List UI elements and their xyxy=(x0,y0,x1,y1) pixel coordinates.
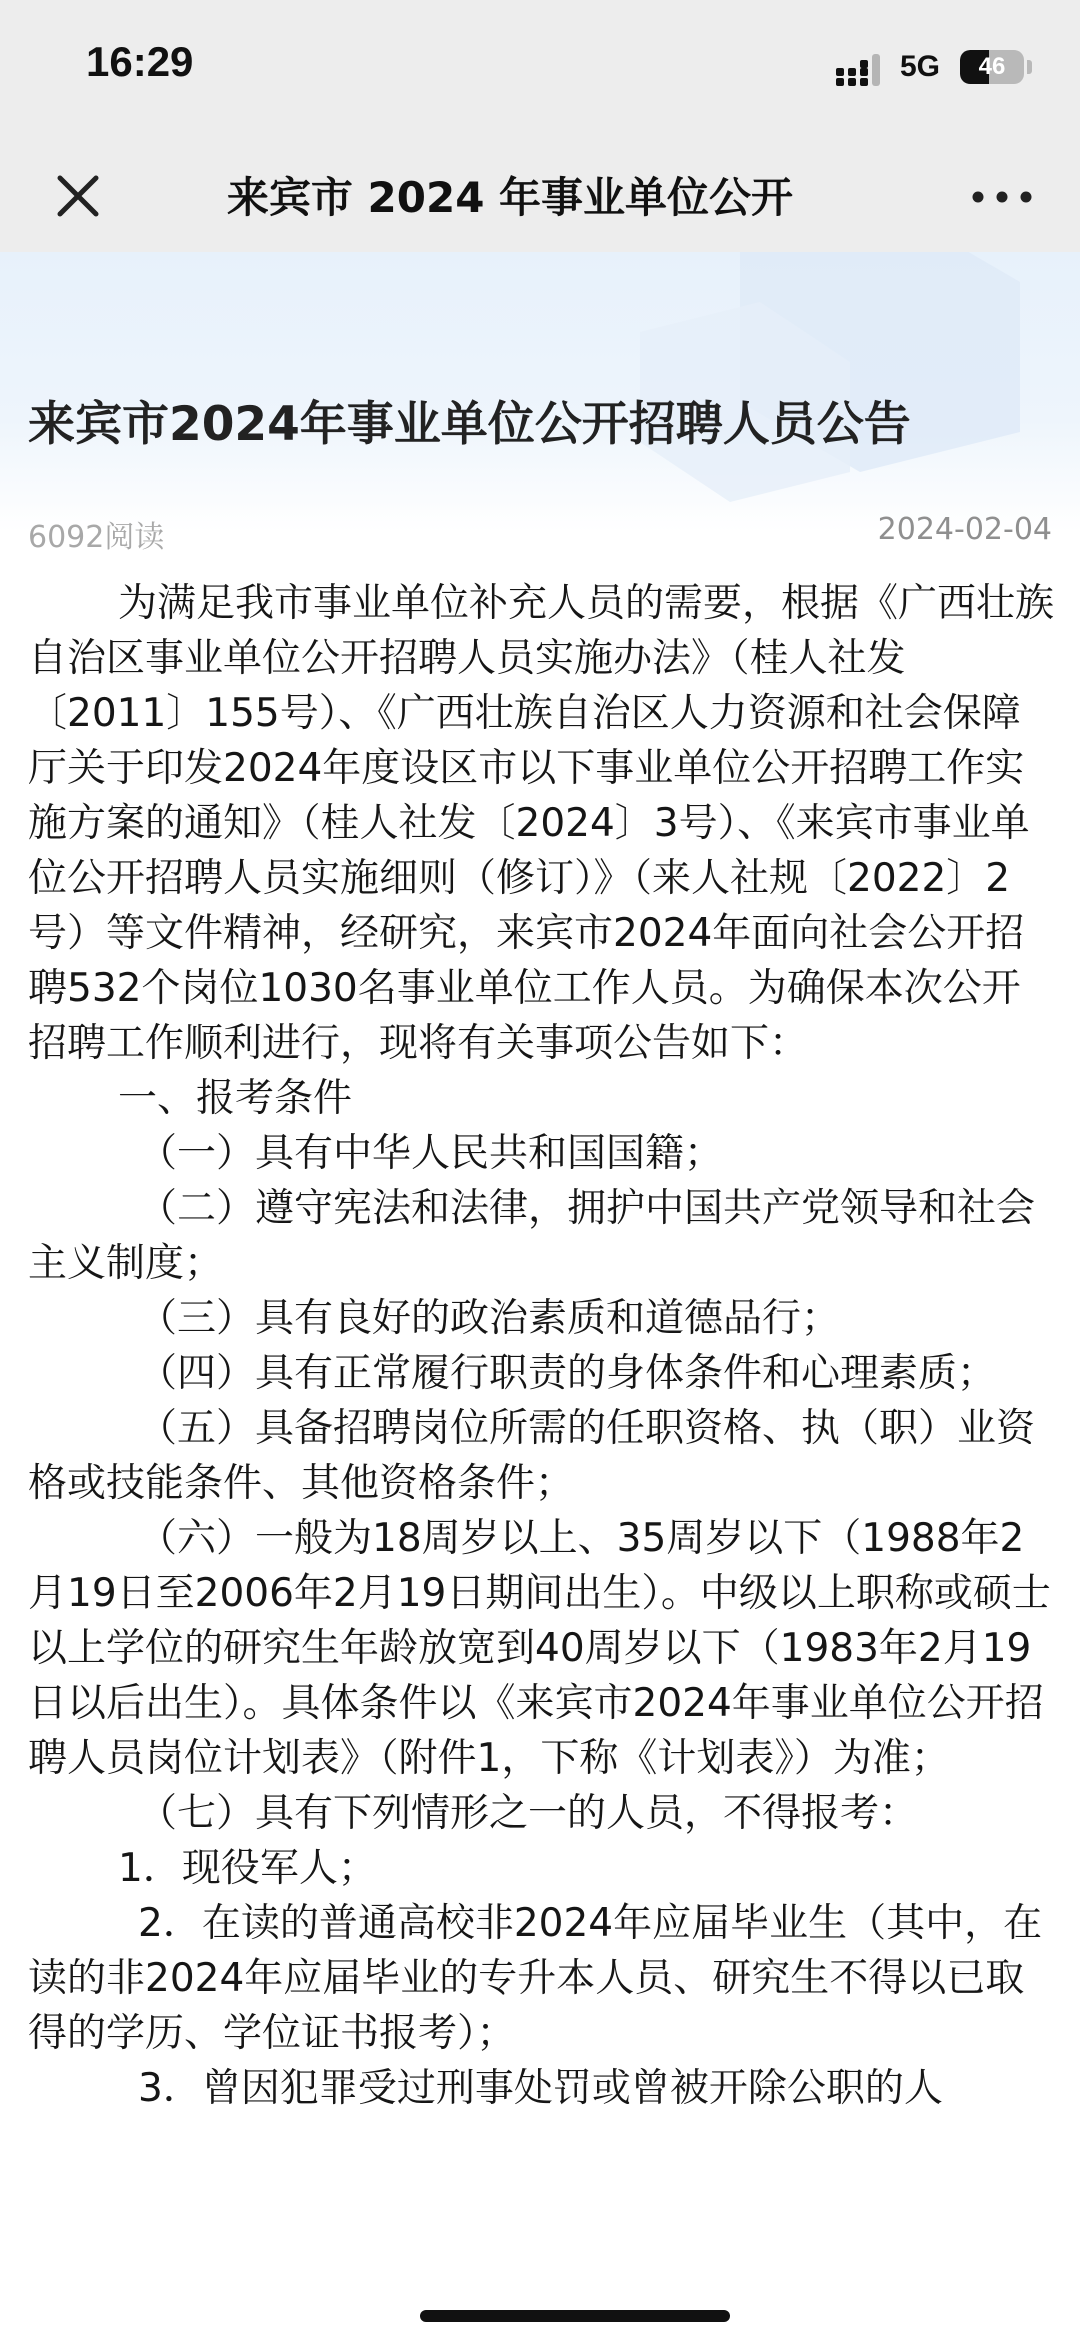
condition-item: （三）具有良好的政治素质和道德品行； xyxy=(138,1296,841,1341)
condition-item: （一）具有中华人民共和国国籍； xyxy=(138,1131,724,1176)
condition-item: （六）一般为18周岁以上、35周岁以下（1988年2月19日至2006年2月19日期间出生）。中级以上职称或硕士以上学位的研究生年龄放宽到40周岁以下（1983年2月19日以后出生）。具体条件以《来宾市2024年事业单位公开招聘人员岗位计划表》（附件1，下称《计划表》）为准； xyxy=(28,1516,1051,1781)
home-indicator[interactable] xyxy=(420,2310,730,2322)
network-type: 5G xyxy=(900,50,941,83)
condition-item: （五）具备招聘岗位所需的任职资格、执（职）业资格或技能条件、其他资格条件； xyxy=(28,1406,1036,1506)
status-bar xyxy=(0,0,1080,140)
nav-title: 来宾市 2024 年事业单位公开 xyxy=(226,173,794,222)
condition-item: （七）具有下列情形之一的人员，不得报考： xyxy=(138,1791,919,1836)
article-body xyxy=(28,576,1058,2116)
exclusion-item: 2．在读的普通高校非2024年应届毕业生（其中，在读的非2024年应届毕业的专升本人员、研究生不得以已取得的学历、学位证书报考）； xyxy=(28,1901,1043,2056)
nav-bar xyxy=(0,140,1080,252)
section-heading: 一、报考条件 xyxy=(118,1076,353,1121)
status-time: 16:29 xyxy=(86,38,194,85)
battery-percent: 46 xyxy=(978,53,1006,80)
battery-icon xyxy=(960,50,1024,84)
intro-paragraph: 为满足我市事业单位补充人员的需要，根据《广西壮族自治区事业单位公开招聘人员实施办法》（桂人社发〔2011〕155号）、《广西壮族自治区人力资源和社会保障厅关于印发2024年度设区市以下事业单位公开招聘工作实施方案的通知》（桂人社发〔2024〕3号）、《来宾市事业单位公开招聘人员实施细则（修订）》（来人社规〔2022〕2号）等文件精神，经研究，来宾市2024年面向社会公开招聘532个岗位1030名事业单位工作人员。为确保本次公开招聘工作顺利进行，现将有关事项公告如下： xyxy=(28,581,1055,1066)
battery-tip xyxy=(1027,60,1032,74)
signal-icon xyxy=(836,54,886,86)
more-icon[interactable] xyxy=(968,170,1036,224)
article-title: 来宾市2024年事业单位公开招聘人员公告 xyxy=(28,397,911,452)
exclusion-item: 3．曾因犯罪受过刑事处罚或曾被开除公职的人 xyxy=(138,2066,943,2111)
exclusion-item: 1．现役军人； xyxy=(118,1846,377,1891)
condition-item: （二）遵守宪法和法律，拥护中国共产党领导和社会主义制度； xyxy=(28,1186,1036,1286)
publish-date: 2024-02-04 xyxy=(877,512,1052,547)
close-icon[interactable] xyxy=(48,166,108,226)
banner-decoration xyxy=(600,252,1020,512)
condition-item: （四）具有正常履行职责的身体条件和心理素质； xyxy=(138,1351,997,1396)
read-count: 6092阅读 xyxy=(28,520,165,555)
